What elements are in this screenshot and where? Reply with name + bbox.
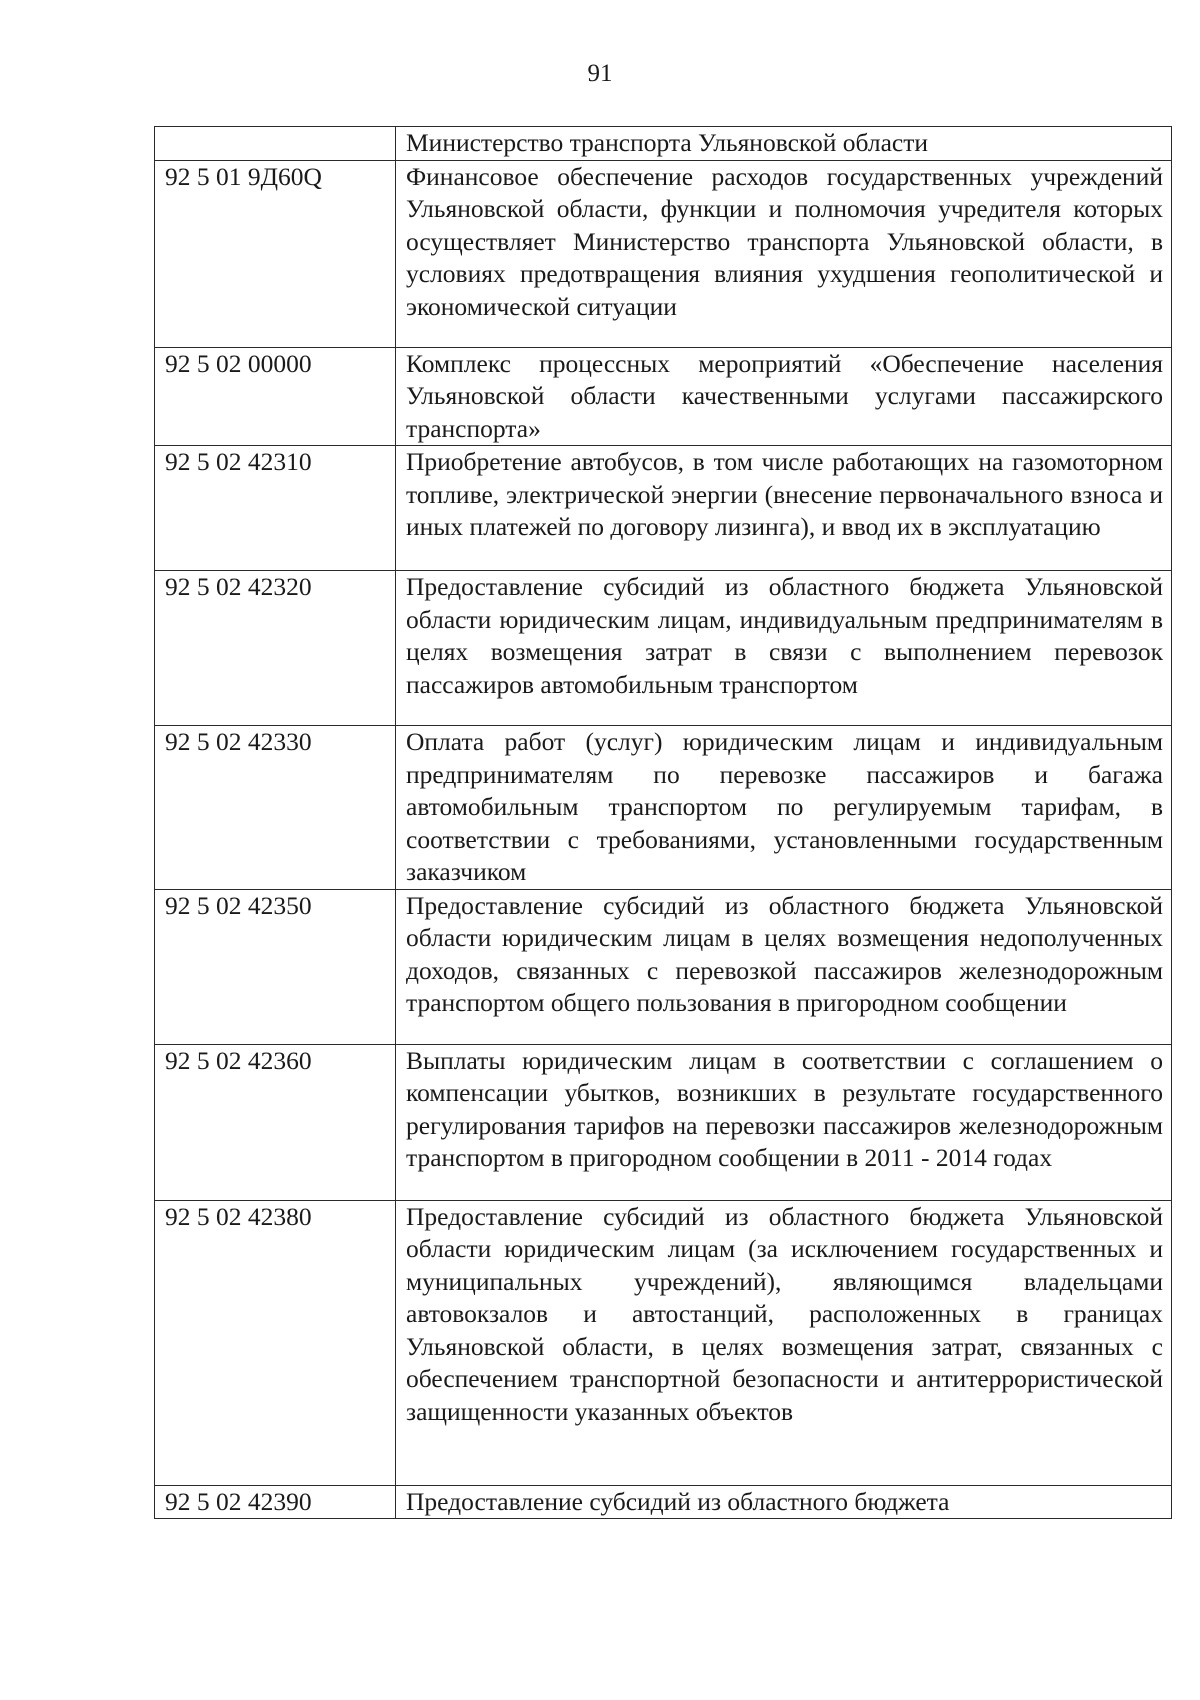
table-row xyxy=(155,160,1172,347)
row-description: Предоставление субсидий из областного бюджета Ульяновской области юридическим лицам, индивидуальным предпринимателям в целях возмещения затрат в связи с выполнением перевозок пассажиров автомобильным транспортом xyxy=(396,571,1172,726)
table-row xyxy=(155,1200,1172,1485)
row-description: Приобретение автобусов, в том числе работающих на газомоторном топливе, электрической энергии (внесение первоначального взноса и иных платежей по договору лизинга), и ввод их в эксплуатацию xyxy=(396,446,1172,571)
table-row xyxy=(155,1485,1172,1519)
row-description: Предоставление субсидий из областного бюджета Ульяновской области юридическим лицам в целях возмещения недополученных доходов, связанных с перевозкой пассажиров железнодорожным транспортом общего пользования в пригородном сообщении xyxy=(396,889,1172,1044)
row-code: 92 5 02 42380 xyxy=(155,1200,396,1485)
row-code: 92 5 02 00000 xyxy=(155,347,396,446)
row-description: Комплекс процессных мероприятий «Обеспечение населения Ульяновской области качественными услугами пассажирского транспорта» xyxy=(396,347,1172,446)
row-code: 92 5 02 42390 xyxy=(155,1485,396,1519)
row-code: 92 5 02 42320 xyxy=(155,571,396,726)
row-description: Выплаты юридическим лицам в соответствии с соглашением о компенсации убытков, возникших в результате государственного регулирования тарифов на перевозки пассажиров железнодорожным транспортом в пригородном сообщении в 2011 - 2014 годах xyxy=(396,1044,1172,1200)
row-description: Оплата работ (услуг) юридическим лицам и индивидуальным предпринимателям по перевозке пассажиров и багажа автомобильным транспортом по регулируемым тарифам, в соответствии с требованиями, установленными государственным заказчиком xyxy=(396,726,1172,890)
row-code: 92 5 02 42360 xyxy=(155,1044,396,1200)
row-code: 92 5 02 42310 xyxy=(155,446,396,571)
row-code: 92 5 02 42350 xyxy=(155,889,396,1044)
table-row xyxy=(155,347,1172,446)
budget-classification-table xyxy=(154,126,1172,1519)
table-row xyxy=(155,1044,1172,1200)
header-code-cell xyxy=(155,127,396,161)
row-description: Предоставление субсидий из областного бюджета xyxy=(396,1485,1172,1519)
page-number: 91 xyxy=(587,60,613,87)
table-row xyxy=(155,889,1172,1044)
row-code: 92 5 02 42330 xyxy=(155,726,396,890)
table-row xyxy=(155,726,1172,890)
header-ministry-name: Министерство транспорта Ульяновской области xyxy=(396,127,1172,161)
table-row xyxy=(155,446,1172,571)
row-description: Финансовое обеспечение расходов государственных учреждений Ульяновской области, функции и полномочия учредителя которых осуществляет Министерство транспорта Ульяновской области, в условиях предотвращения влияния ухудшения геополитической и экономической ситуации xyxy=(396,160,1172,347)
row-code: 92 5 01 9Д60Q xyxy=(155,160,396,347)
table-row xyxy=(155,571,1172,726)
row-description: Предоставление субсидий из областного бюджета Ульяновской области юридическим лицам (за исключением государственных и муниципальных учреждений), являющимся владельцами автовокзалов и автостанций, расположенных в границах Ульяновской области, в целях возмещения затрат, связанных с обеспечением транспортной безопасности и антитеррористической защищенности указанных объектов xyxy=(396,1200,1172,1485)
table-header-row xyxy=(155,127,1172,161)
